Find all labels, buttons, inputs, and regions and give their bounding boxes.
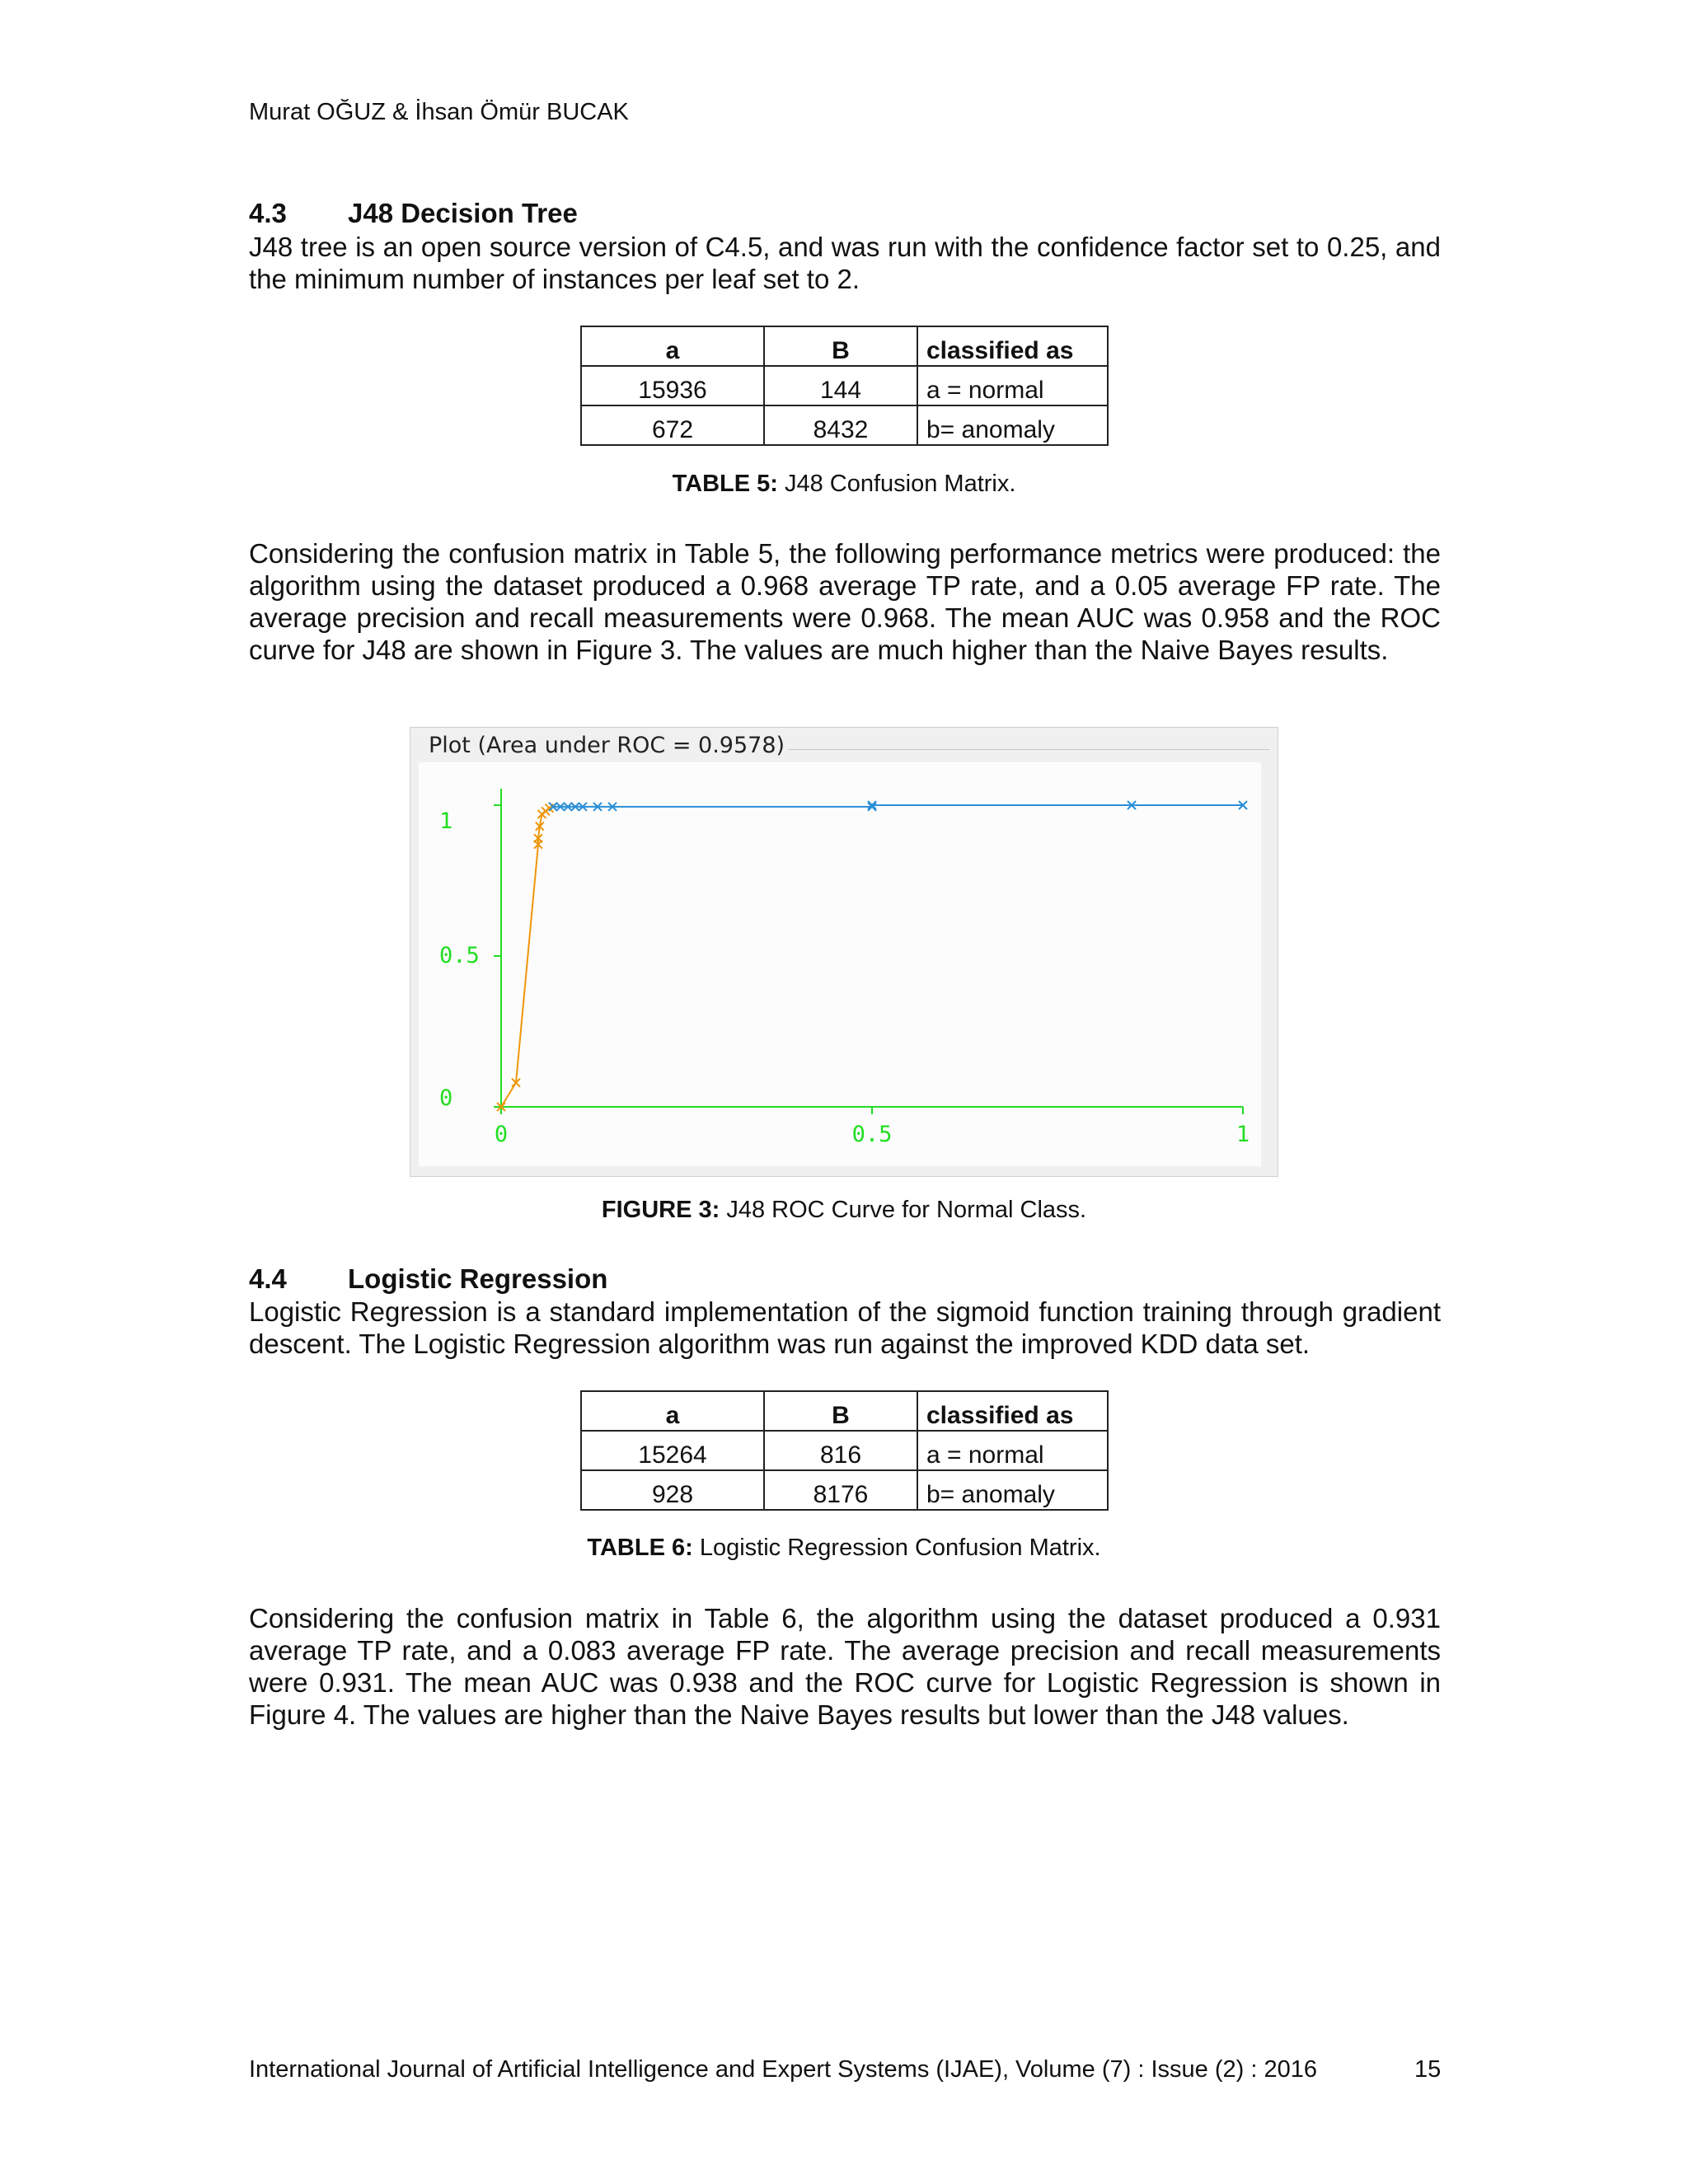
section-heading-4-4 [249,1263,607,1295]
table-cell: a = normal [917,366,1108,405]
plot-title: Plot (Area under ROC = 0.9578) [425,733,788,758]
section-title: Logistic Regression [348,1263,608,1294]
caption-text: Logistic Regression Confusion Matrix. [692,1535,1101,1561]
roc-series-line [553,805,1243,807]
x-tick-label: 1 [1236,1122,1250,1147]
figure-3-caption [0,1197,1688,1224]
section-number: 4.3 [249,198,287,228]
table-cell: 672 [581,405,764,445]
journal-footer: International Journal of Artificial Intelligence and Expert Systems (IJAE), Volume (7) : Issue (2) : 2016 [249,2056,1317,2083]
table-row [581,1431,1108,1470]
table-cell: 928 [581,1470,764,1510]
table-cell: b= anomaly [917,405,1108,445]
table-header-cell: B [764,1391,917,1431]
title-rule [748,749,1269,750]
confusion-matrix-table-6 [580,1390,1109,1511]
section-4-3-intro: J48 tree is an open source version of C4.5, and was run with the confidence factor set to 0.25, and the minimum number of instances per leaf set to 2. [249,232,1441,294]
table-cell: 15936 [581,366,764,405]
table-cell: 144 [764,366,917,405]
table-cell: 8432 [764,405,917,445]
table-cell: a = normal [917,1431,1108,1470]
table-cell: 816 [764,1431,917,1470]
section-title: J48 Decision Tree [348,198,578,228]
table-row [581,366,1108,405]
section-4-4-intro: Logistic Regression is a standard implementation of the sigmoid function training through gradient descent. The Logistic Regression algorithm was run against the improved KDD data set. [249,1296,1441,1359]
table-cell: 15264 [581,1431,764,1470]
roc-series-line [501,807,553,1107]
table-header-row [581,1391,1108,1431]
roc-plot-figure [410,727,1278,1177]
results-paragraph-j48: Considering the confusion matrix in Table 5, the following performance metrics were produced: the algorithm using the dataset produced a 0.968 average TP rate, and a 0.05 average FP rate. The average precision and recall measurements were 0.968. The mean AUC was 0.958 and the ROC curve for J48 are shown in Figure 3. The values are much higher than the Naive Bayes results. [249,538,1441,665]
section-heading-4-3 [249,198,578,229]
table-header-cell: B [764,326,917,366]
roc-chart [419,762,1261,1166]
table-5-caption [0,471,1688,498]
confusion-matrix-table-5 [580,326,1109,446]
caption-text: J48 ROC Curve for Normal Class. [720,1197,1087,1223]
table-row [581,405,1108,445]
x-tick-label: 0.5 [851,1122,893,1147]
caption-label: TABLE 5: [672,471,778,497]
table-header-cell: classified as [917,326,1108,366]
plot-area [419,762,1261,1166]
table-header-cell: a [581,1391,764,1431]
section-number: 4.4 [249,1263,287,1294]
table-cell: b= anomaly [917,1470,1108,1510]
page-number: 15 [1414,2056,1442,2083]
table-6-caption [0,1535,1688,1562]
y-tick-label: 0.5 [439,943,480,968]
table-header-cell: classified as [917,1391,1108,1431]
table-cell: 8176 [764,1470,917,1510]
y-tick-label: 0 [439,1085,453,1111]
caption-text: J48 Confusion Matrix. [777,471,1016,497]
y-tick-label: 1 [439,808,453,834]
running-header: Murat OĞUZ & İhsan Ömür BUCAK [249,99,629,125]
table-header-row [581,326,1108,366]
caption-label: TABLE 6: [587,1535,693,1561]
x-tick-label: 0 [494,1122,509,1147]
results-paragraph-logistic: Considering the confusion matrix in Table 6, the algorithm using the dataset produced a 0.931 average TP rate, and a 0.083 average FP rate. The average precision and recall measurements were 0.931. The mean AUC was 0.938 and the ROC curve for Logistic Regression is shown in Figure 4. The values are higher than the Naive Bayes results but lower than the J48 values. [249,1603,1441,1730]
table-row [581,1470,1108,1510]
caption-label: FIGURE 3: [601,1197,720,1223]
table-header-cell: a [581,326,764,366]
